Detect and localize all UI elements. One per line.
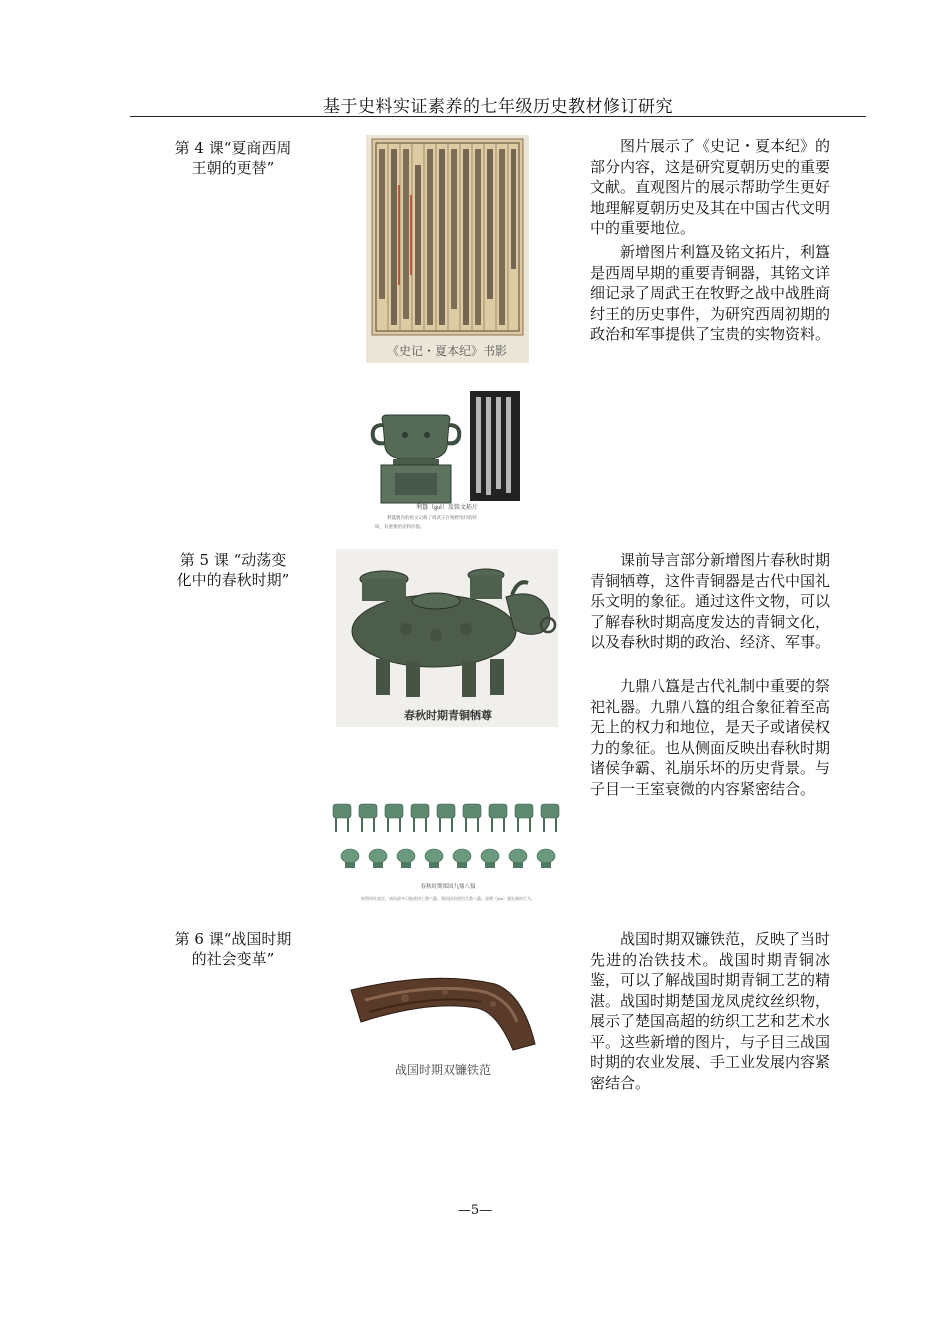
nine-ding-image [328,796,568,908]
lesson-6-line-1: 第 6 课“战国时期 [174,930,292,948]
li-gui-note-2: 间，有重要的史料价值。 [375,524,425,529]
iron-mold-drawing [345,960,541,1084]
lesson-5-line-2: 化中的春秋时期” [176,571,290,589]
li-gui-image [365,385,530,537]
header-rule [130,116,866,117]
nine-ding-note: 按照周礼规定，诸侯最多只能使用七鼎六簋。郑国国君使用九鼎八簋，是僭（jiàn）越礼制的行为。 [361,896,535,901]
nine-ding-drawing [328,796,568,908]
running-header: 基于史料实证素养的七年级历史教材修订研究 [323,97,673,117]
shiji-caption: 《史记・夏本纪》书影 [386,344,508,358]
lesson-6-line-2: 的社会变革” [191,950,275,968]
lesson-4-paragraph-1: 图片展示了《史记・夏本纪》的部分内容，这是研究夏朝历史的重要文献。直观图片的展示帮助学生更好地理解夏朝历史及其在中国古代文明中的重要地位。 [590,137,831,237]
lesson-5-paragraph-1: 课前导言部分新增图片春秋时期青铜牺尊，这件青铜器是古代中国礼乐文明的象征。通过这件文物，可以了解春秋时期高度发达的青铜文化，以及春秋时期的政治、经济、军事。 [590,551,831,651]
li-gui-drawing [365,385,530,537]
shiji-book-drawing [366,135,529,363]
lesson-5-paragraph-2: 九鼎八簋是古代礼制中重要的祭祀礼器。九鼎八簋的组合象征着至高无上的权力和地位，是天子或诸侯权力的象征。也从侧面反映出春秋时期诸侯争霸、礼崩乐坏的历史背景。与子目一王室衰微的内容紧密结合。 [590,677,831,798]
iron-mold-caption: 战国时期双镰铁范 [394,1063,492,1077]
xi-zun-caption: 春秋时期青铜牺尊 [404,710,492,722]
lesson-5-title [158,550,308,590]
lesson-4-paragraph-2: 新增图片利簋及铭文拓片，利簋是西周早期的重要青铜器，其铭文详细记录了周武王在牧野之战中战胜商纣王的历史事件，为研究西周初期的政治和军事提供了宝贵的实物资料。 [590,243,831,343]
li-gui-caption: 利簋（guǐ）及铭文拓片 [416,505,478,511]
lesson-4-title [158,138,308,178]
xi-zun-image [336,549,558,727]
shiji-book-image [366,135,529,363]
iron-mold-image [345,960,541,1084]
nine-ding-caption: 春秋时期郑国九鼎八簋 [420,884,476,890]
lesson-4-line-1: 第 4 课“夏商西周 [174,139,292,157]
lesson-6-title [158,929,308,969]
lesson-5-line-1: 第 5 课 “动荡变 [179,551,287,569]
page-number: —5— [457,1203,493,1218]
lesson-6-paragraph-1: 战国时期双镰铁范，反映了当时先进的冶铁技术。战国时期青铜冰鉴，可以了解战国时期青铜工艺的精湛。战国时期楚国龙凤虎纹丝织物，展示了楚国高超的纺织工艺和艺术水平。这些新增的图片，与子目三战国时期的农业发展、手工业发展内容紧密结合。 [590,930,831,1092]
xi-zun-drawing [336,549,558,727]
lesson-4-line-2: 王朝的更替” [191,159,275,177]
li-gui-note-1: 利簋腹内的铭文记载了周武王在牧野伐纣的时 [387,515,477,520]
